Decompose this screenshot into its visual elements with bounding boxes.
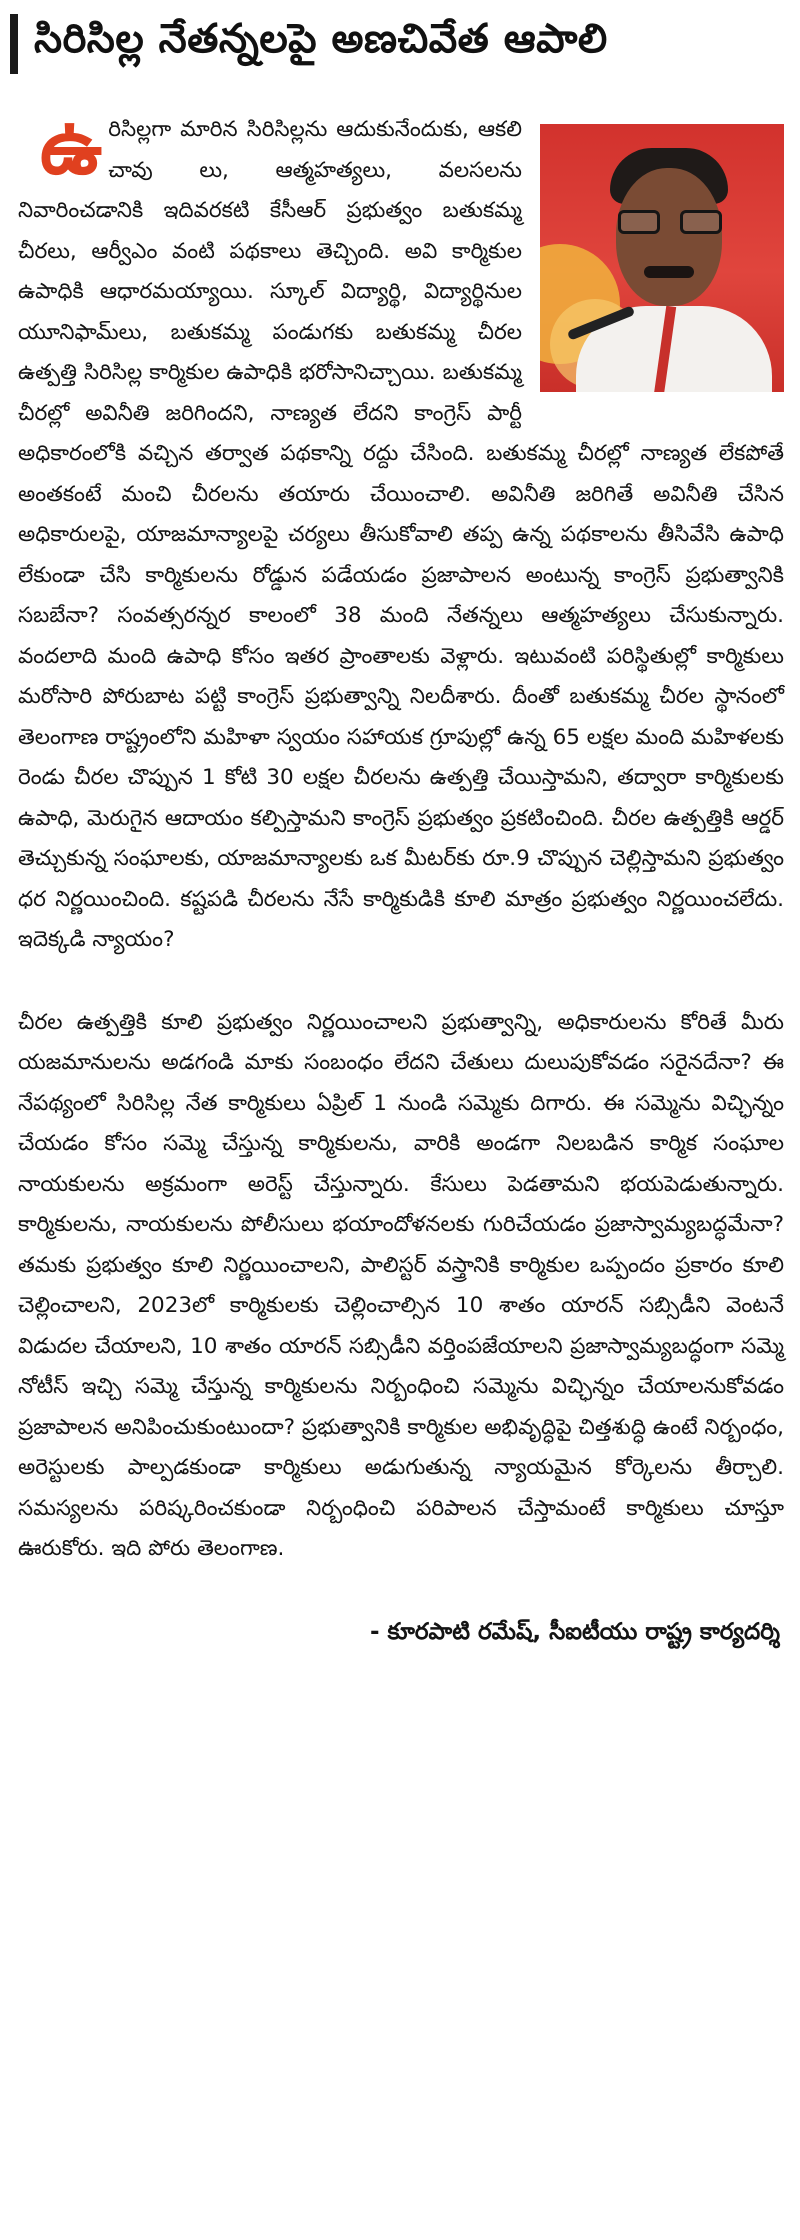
author-byline: - కూరపాటి రమేష్, సీఐటీయు రాష్ట్ర కార్యదర్శి (369, 1618, 780, 1645)
headline: సిరిసిల్ల నేతన్నలపై అణచివేత ఆపాలి (34, 16, 608, 62)
author-portrait-icon (540, 124, 784, 392)
dropcap: ఉ (40, 102, 103, 192)
paragraph-1: రిసిల్లగా మారిన సిరిసిల్లను ఆదుకునేందుకు, ఆకలి చావు లు, ఆత్మహత్యలు, వలసలను నివారించడానికి ఇదివరకటి కేసీఆర్ ప్రభుత్వం బతుకమ్మ చీరలు, ఆర్వీఎం వంటి పథకాలు తెచ్చింది. అవి కార్మికుల ఉపాధికి ఆధారమయ్యాయి. స్కూల్ విద్యార్థి, విద్యార్థినుల యూనిఫామ్‌లు, బతుకమ్మ పండుగకు బతుకమ్మ చీరల ఉత్పత్తి సిరిసిల్ల కార్మికుల ఉపాధికి భరోసానిచ్చాయి. బతుకమ్మ చీరల్లో అవినీతి జరిగిందని, నాణ్యత లేదని కాంగ్రెస్ పార్టీ అధికారంలోకి వచ్చిన తర్వాత పథకాన్ని రద్దు చేసింది. బతుకమ్మ చీరల్లో నాణ్యత లేకపోతే అంతకంటే మంచి చీరలను తయారు చేయించాలి. అవినీతి జరిగితే అవినీతి చేసిన అధికారులపై, యాజమాన్యాలపై చర్యలు తీసుకోవాలి తప్ప ఉన్న పథకాలను తీసివేసి ఉపాధి లేకుండా చేసి కార్మికులను రోడ్డున పడేయడం ప్రజాపాలన అంటున్న కాంగ్రెస్ ప్రభుత్వానికి సబబేనా? సంవత్సరన్నర కాలంలో 38 మంది నేతన్నలు ఆత్మహత్యలు చేసుకున్నారు. వందలాది మంది ఉపాధి కోసం ఇతర ప్రాంతాలకు వెళ్లారు. ఇటువంటి పరిస్థితుల్లో కార్మికులు మరోసారి పోరుబాట పట్టి కాంగ్రెస్ ప్రభుత్వాన్ని నిలదీశారు. దీంతో బతుకమ్మ చీరల స్థానంలో తెలంగాణ రాష్ట్రంలోని మహిళా స్వయం సహాయక గ్రూపుల్లో ఉన్న 65 లక్షల మంది మహిళలకు రెండు చీరల చొప్పున 1 కోటి 30 లక్షల చీరలను ఉత్పత్తి చేయిస్తామని, తద్వారా కార్మికులకు ఉపాధి, మెరుగైన ఆదాయం కల్పిస్తామని కాంగ్రెస్ ప్రభుత్వం ప్రకటించింది. చీరల ఉత్పత్తికి ఆర్డర్ తెచ్చుకున్న సంఘాలకు, యాజమాన్యాలకు ఒక మీటర్‌కు రూ.9 చొప్పున చెల్లిస్తామని ప్రభుత్వం ధర నిర్ణయించింది. కష్టపడి చీరలను నేసే కార్మికుడికి కూలి మాత్రం ప్రభుత్వం నిర్ణయించలేదు. ఇదెక్కడి న్యాయం? (18, 117, 784, 952)
paragraph-2: చీరల ఉత్పత్తికి కూలి ప్రభుత్వం నిర్ణయించాలని ప్రభుత్వాన్ని, అధికారులను కోరితే మీరు యజమానులను అడగండి మాకు సంబంధం లేదని చేతులు దులుపుకోవడం సరైనదేనా? ఈ నేపథ్యంలో సిరిసిల్ల నేత కార్మికులు ఏప్రిల్ 1 నుండి సమ్మెకు దిగారు. ఈ సమ్మెను విచ్ఛిన్నం చేయడం కోసం సమ్మె చేస్తున్న కార్మికులను, వారికి అండగా నిలబడిన కార్మిక సంఘాల నాయకులను అక్రమంగా అరెస్ట్ చేస్తున్నారు. కేసులు పెడతామని భయపెడుతున్నారు. కార్మికులను, నాయకులను పోలీసులు భయాందోళనలకు గురిచేయడం ప్రజాస్వామ్యబద్ధమేనా? తమకు ప్రభుత్వం కూలి నిర్ణయించాలని, పాలిస్టర్ వస్త్రానికి కార్మికుల ఒప్పందం ప్రకారం కూలి చెల్లించాలని, 2023లో కార్మికులకు చెల్లించాల్సిన 10 శాతం యారన్ సబ్సిడీని వెంటనే విడుదల చేయాలని, 10 శాతం యారన్ సబ్సిడీని వర్తింపజేయాలని ప్రజాస్వామ్యబద్ధంగా సమ్మె నోటీస్ ఇచ్చి సమ్మె చేస్తున్న కార్మికులను నిర్బంధించి సమ్మెను విచ్ఛిన్నం చేయాలనుకోవడం ప్రజాపాలన అనిపించుకుంటుందా? ప్రభుత్వానికి కార్మికుల అభివృద్ధిపై చిత్తశుద్ధి ఉంటే నిర్బంధం, అరెస్టులకు పాల్పడకుండా కార్మికులు అడుగుతున్న న్యాయమైన కోర్కెలను తీర్చాలి. సమస్యలను పరిష్కరించకుండా నిర్బంధించి పరిపాలన చేస్తామంటే కార్మికులు చూస్తూ ఊరుకోరు. ఇది పోరు తెలంగాణ. (18, 1009, 784, 1561)
headline-bar (10, 14, 788, 74)
article (18, 102, 784, 1650)
